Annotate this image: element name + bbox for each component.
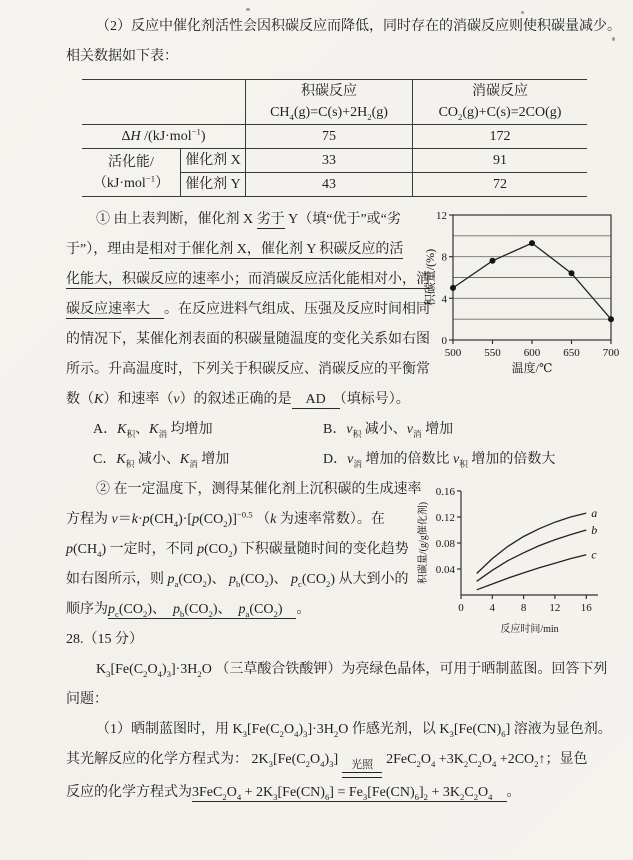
option-c: C．$K_积$ 减小、$K_消$ 增加 — [93, 452, 230, 469]
question-2-section — [66, 475, 598, 635]
svg-text:0.16: 0.16 — [435, 486, 455, 498]
svg-text:a: a — [591, 506, 598, 521]
column-title: 消碳反应 — [472, 84, 528, 99]
svg-text:12: 12 — [436, 210, 447, 222]
question-line: 如右图所示，则 $p_a(CO_2)$、 $p_b(CO_2)$、 $p_c(CO_2)$ 从大到小的 — [66, 572, 409, 589]
svg-text:0: 0 — [458, 602, 464, 614]
question-line: 于”），理由是相对于催化剂 X，催化剂 Y 积碳反应的活 — [66, 242, 404, 257]
catalyst-x-label-cell: 催化剂 X — [181, 149, 246, 173]
table-row — [82, 125, 587, 149]
column-equation: $CO_2(g)+C(s)=2CO(g)$ — [438, 105, 562, 122]
carbon-vs-time-chart — [415, 485, 620, 635]
column-equation: $CH_4(g)=C(s)+2H_2(g)$ — [270, 105, 388, 122]
catalyst-x-value-cell: 33 — [246, 149, 413, 173]
svg-text:反应时间/min: 反应时间/min — [500, 624, 559, 635]
deposition-header-cell — [246, 80, 413, 125]
carbon-vs-temperature-chart — [423, 207, 623, 375]
svg-text:积碳量/(%): 积碳量/(%) — [423, 248, 437, 307]
option-a: A．$K_积$、$K_消$ 均增加 — [93, 422, 213, 439]
svg-text:8: 8 — [520, 602, 527, 614]
time-chart-figure — [415, 485, 620, 647]
question-line: 方程为 $v=k\cdot p(CH_4)\cdot[p(CO_2)]^{-0.5}$ （k 为速率常数）。在 — [66, 509, 385, 529]
svg-text:8: 8 — [441, 251, 447, 264]
question-line: 化能大，积碳反应的速率小；而消碳反应活化能相对小，消 — [66, 272, 430, 287]
svg-text:b: b — [591, 523, 598, 537]
svg-text:积碳量/(g/g催化剂): 积碳量/(g/g催化剂) — [418, 501, 429, 585]
photolysis-equation-line: 其光解反应的化学方程式为： $2K_3[Fe(C_2O_4)_3]$ 光照 $2FeC_2O_4 +3K_2C_2O_4$ $+2CO_2↑$；显色 — [66, 745, 598, 778]
color-reaction-equation-line: 反应的化学方程式为$3FeC_2O_4 + 2K_3[Fe(CN)_6] = Fe_3[Fe(CN)_6]_2 + 3K_2C_2O_4$ 。 — [66, 785, 521, 802]
column-title: 积碳反应 — [301, 84, 357, 99]
options-row — [66, 415, 598, 445]
question-28-section — [66, 625, 612, 808]
svg-text:0.12: 0.12 — [435, 512, 455, 524]
intro-line: 相关数据如下表： — [66, 49, 178, 64]
question-line: 的情况下，某催化剂表面的积碳量随温度的变化关系如右图 — [66, 332, 430, 347]
svg-text:0.04: 0.04 — [435, 564, 455, 576]
catalyst-y-value-cell: 72 — [413, 173, 588, 197]
option-d: D．$v_消$ 增加的倍数比 $v_积$ 增加的倍数大 — [323, 452, 556, 469]
question-line: ① 由上表判断，催化剂 X 劣于 Y（填“优于”或“劣 — [96, 212, 401, 227]
page-content — [66, 12, 621, 808]
svg-text:16: 16 — [580, 602, 592, 614]
question-line: （1）晒制蓝图时，用 $K_3[Fe(C_2O_4)_3]\cdot 3H_2O$ 作感光剂，以 $K_3[Fe(CN)_6]$ 溶液为显色剂。 — [96, 722, 612, 739]
question-line: $K_3[Fe(C_2O_4)_3]\cdot 3H_2O$ （三草酸合铁酸钾）为亮绿色晶体，可用于晒制蓝图。回答下列 — [96, 662, 608, 679]
dh-value-cell: 75 — [246, 125, 413, 149]
dh-label-cell: ΔH /(kJ·mol$^{-1}$) — [82, 125, 246, 149]
question-line: 问题： — [66, 692, 108, 707]
svg-text:c: c — [591, 547, 597, 562]
question-1-section — [66, 205, 620, 475]
activation-energy-label-cell: 活化能/ （kJ·mol$^{-1}$） — [82, 149, 181, 197]
options-row — [66, 445, 598, 475]
scan-speck — [246, 8, 250, 11]
svg-text:500: 500 — [444, 347, 462, 359]
question-line: ② 在一定温度下，测得某催化剂上沉积碳的生成速率 — [96, 482, 422, 497]
question-line: 数（K）和速率（v）的叙述正确的是 AD （填标号）。 — [66, 392, 410, 407]
option-b: B．$v_积$ 减小、$v_消$ 增加 — [323, 422, 454, 439]
catalyst-y-label-cell: 催化剂 Y — [181, 173, 246, 197]
table-row — [82, 149, 587, 173]
reaction-condition-equals: 光照 — [342, 759, 382, 778]
catalyst-x-value-cell: 91 — [413, 149, 588, 173]
dh-value-cell: 172 — [413, 125, 588, 149]
svg-text:12: 12 — [549, 602, 561, 614]
svg-text:550: 550 — [484, 347, 501, 359]
temperature-chart-figure — [423, 207, 623, 387]
svg-text:700: 700 — [602, 347, 620, 359]
svg-text:温度/℃: 温度/℃ — [511, 361, 553, 375]
table-corner-cell — [82, 80, 246, 125]
question-line: 顺序为$p_c(CO_2)$、 $p_b(CO_2)$、 $p_a(CO_2)$ 。 — [66, 602, 311, 619]
svg-text:0.08: 0.08 — [435, 538, 455, 550]
svg-text:4: 4 — [489, 602, 496, 614]
svg-text:600: 600 — [523, 347, 541, 359]
svg-text:4: 4 — [441, 293, 447, 306]
question-line: 碳反应速率大 。在反应进料气组成、压强及反应时间相同 — [66, 302, 430, 317]
svg-text:650: 650 — [563, 347, 580, 359]
catalyst-y-value-cell: 43 — [246, 173, 413, 197]
question-line: $p(CH_4)$ 一定时，不同 $p(CO_2)$ 下积碳量随时间的变化趋势 — [66, 542, 409, 559]
intro-line: （2）反应中催化剂活性会因积碳反应而降低，同时存在的消碳反应则使积碳量减少。 — [96, 19, 621, 34]
svg-text:0: 0 — [441, 335, 447, 347]
table-header-row — [82, 80, 587, 125]
question-number: 28.（15 分） — [66, 632, 143, 647]
question-line: 所示。升高温度时，下列关于积碳反应、消碳反应的平衡常 — [66, 362, 430, 377]
elimination-header-cell — [413, 80, 588, 125]
reaction-data-table — [82, 79, 587, 197]
